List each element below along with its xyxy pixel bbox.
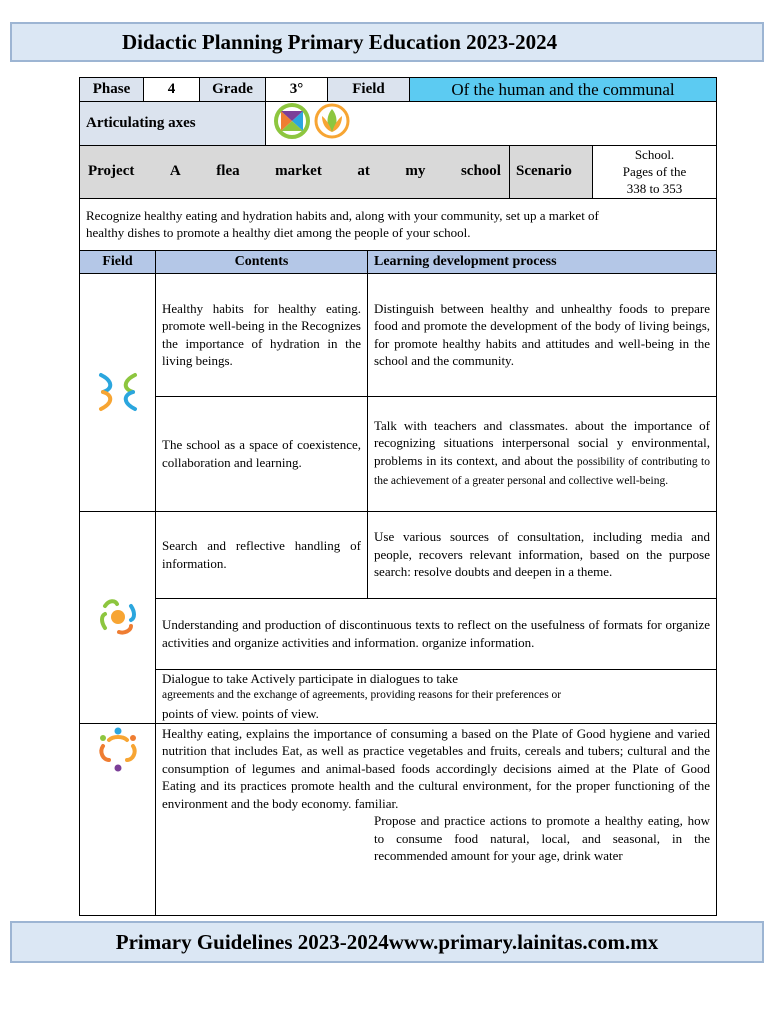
column-header-contents: Contents — [156, 250, 368, 273]
grade-value: 3° — [266, 78, 328, 102]
process-text-small: possibility of contributing to the achievement of a greater personal and collective well-being. — [374, 455, 711, 487]
process-cell: Distinguish between healthy and unhealthy foods to prepare food and promote the development of the body of living beings, for promote healthy habits and attitudes and well-being in the school and the community. — [368, 273, 717, 396]
field-icon-cell — [80, 273, 156, 511]
project-word: at — [357, 162, 370, 179]
grade-label: Grade — [200, 78, 266, 102]
scenario-label: Scenario — [510, 145, 593, 198]
merged-content-cell — [156, 669, 717, 723]
articulating-axes-label: Articulating axes — [80, 102, 266, 146]
merged-content-cell — [156, 723, 717, 915]
planning-table-container — [79, 77, 716, 916]
lotus-axis-icon — [316, 105, 348, 137]
project-word: market — [275, 162, 322, 179]
column-header-process: Learning development process — [368, 250, 717, 273]
content-cell: The school as a space of coexistence, collaboration and learning. — [156, 396, 368, 511]
project-label: Project — [88, 162, 135, 179]
axes-icons — [272, 102, 362, 140]
page-title: Didactic Planning Primary Education 2023-2024 — [10, 22, 764, 62]
scenario-line: 338 to 353 — [626, 181, 683, 196]
content-text: Healthy eating, explains the importance of consuming a based on the Plate of Good hygiene and varied nutrition that includes Eat, as well as practice vegetables and fruits, cereals and tubers; cultural and the consumption of legumes and animal-based foods accordingly decisions aimed at the Plate of Good Eating and its practices promote health and the cultural environment, for the proper functioning of the environment and the body economy. familiar. — [162, 725, 710, 811]
process-text: Talk with teachers and classmates. about the importance of recognizing situations interpersonal social y environmental, problems in its context, and about the — [374, 417, 710, 468]
project-description: Recognize healthy eating and hydration habits and, along with your community, set up a market of healthy dishes to promote a healthy diet among the people of your school. — [80, 198, 717, 250]
content-cell: Healthy habits for healthy eating. promote well-being in the Recognizes the importance of hydration in the living beings. — [156, 273, 368, 396]
project-word: flea — [216, 162, 240, 179]
field-label: Field — [328, 78, 410, 102]
language-field-icon — [95, 594, 141, 640]
process-cell — [368, 396, 717, 511]
inclusion-axis-icon — [276, 105, 308, 137]
scenario-value — [593, 145, 717, 198]
scenario-line: Pages of the — [622, 164, 687, 179]
column-header-field: Field — [80, 250, 156, 273]
project-word: A — [169, 162, 181, 179]
content-line-small: agreements and the exchange of agreements, providing reasons for their preferences or — [162, 689, 562, 702]
project-word: school — [460, 162, 501, 179]
content-cell: Search and reflective handling of information. — [156, 511, 368, 598]
phase-value: 4 — [144, 78, 200, 102]
footer-banner: Primary Guidelines 2023-2024www.primary.lainitas.com.mx — [10, 921, 764, 963]
community-field-icon — [95, 726, 141, 772]
project-word: my — [405, 162, 426, 179]
field-value: Of the human and the communal — [410, 78, 717, 102]
field-icon-cell — [80, 511, 156, 723]
process-cell: Use various sources of consultation, including media and people, recovers relevant information, based on the purpose search: resolve doubts and deepen in a theme. — [368, 511, 717, 598]
content-line: Dialogue to take Actively participate in dialogues to take — [162, 670, 459, 686]
project-cell — [80, 145, 510, 198]
contents-table — [79, 250, 717, 916]
ethics-field-icon — [95, 369, 141, 415]
info-table — [79, 77, 717, 251]
phase-label: Phase — [80, 78, 144, 102]
scenario-line: School. — [634, 147, 675, 162]
content-line: points of view. points of view. — [162, 705, 319, 721]
process-text: Propose and practice actions to promote a healthy eating, how to consume food natural, local, and seasonal, in the recommended amount for your age, drink water — [374, 813, 710, 863]
articulating-axes-icons — [266, 102, 717, 146]
field-icon-cell — [80, 723, 156, 915]
merged-content-cell: Understanding and production of discontinuous texts to reflect on the usefulness of formats for organize activities and organize activities and information. organize information. — [156, 598, 717, 669]
